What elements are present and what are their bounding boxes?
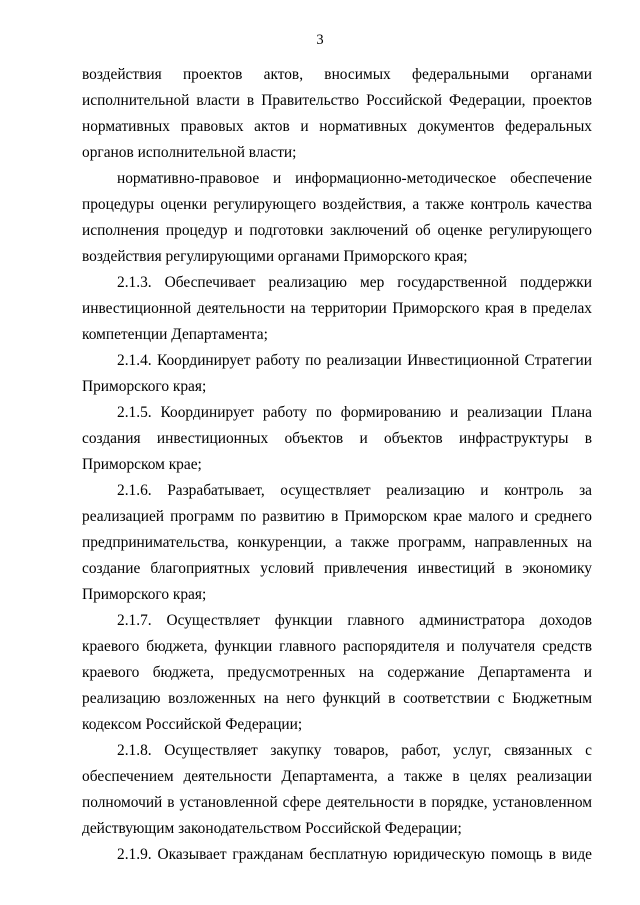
document-body — [82, 62, 592, 868]
paragraph-2-1-6: 2.1.6. Разрабатывает, осуществляет реализацию и контроль за реализацией программ по развитию в Приморском крае малого и среднего предпринимательства, конкуренции, а также программ, направленных на создание благоприятных условий привлечения инвестиций в экономику Приморского края; — [82, 482, 592, 603]
paragraph-2-1-3: 2.1.3. Обеспечивает реализацию мер государственной поддержки инвестиционной деятельности на территории Приморского края в пределах компетенции Департамента; — [82, 274, 592, 343]
paragraph-2-1-5: 2.1.5. Координирует работу по формированию и реализации Плана создания инвестиционных объектов и объектов инфраструктуры в Приморском крае; — [82, 404, 592, 473]
paragraph-regulatory-support: нормативно-правовое и информационно-методическое обеспечение процедуры оценки регулирующего воздействия, а также контроль качества исполнения процедур и подготовки заключений об оценке регулирующего воздействия регулирующими органами Приморского края; — [82, 170, 592, 265]
paragraph-2-1-8: 2.1.8. Осуществляет закупку товаров, работ, услуг, связанных с обеспечением деятельности Департамента, а также в целях реализации полномочий в установленной сфере деятельности в порядке, установленном действующим законодательством Российской Федерации; — [82, 742, 592, 837]
paragraph-continuation: воздействия проектов актов, вносимых федеральными органами исполнительной власти в Правительство Российской Федерации, проектов нормативных правовых актов и нормативных документов федеральных органов исполнительной власти; — [82, 66, 592, 161]
paragraph-2-1-9: 2.1.9. Оказывает гражданам бесплатную юридическую помощь в виде — [117, 846, 592, 863]
paragraph-2-1-7: 2.1.7. Осуществляет функции главного администратора доходов краевого бюджета, функции главного распорядителя и получателя средств краевого бюджета, предусмотренных на содержание Департамента и реализацию возложенных на него функций в соответствии с Бюджетным кодексом Российской Федерации; — [82, 612, 592, 733]
page-number: 3 — [316, 32, 324, 48]
paragraph-2-1-4: 2.1.4. Координирует работу по реализации Инвестиционной Стратегии Приморского края; — [82, 352, 592, 395]
